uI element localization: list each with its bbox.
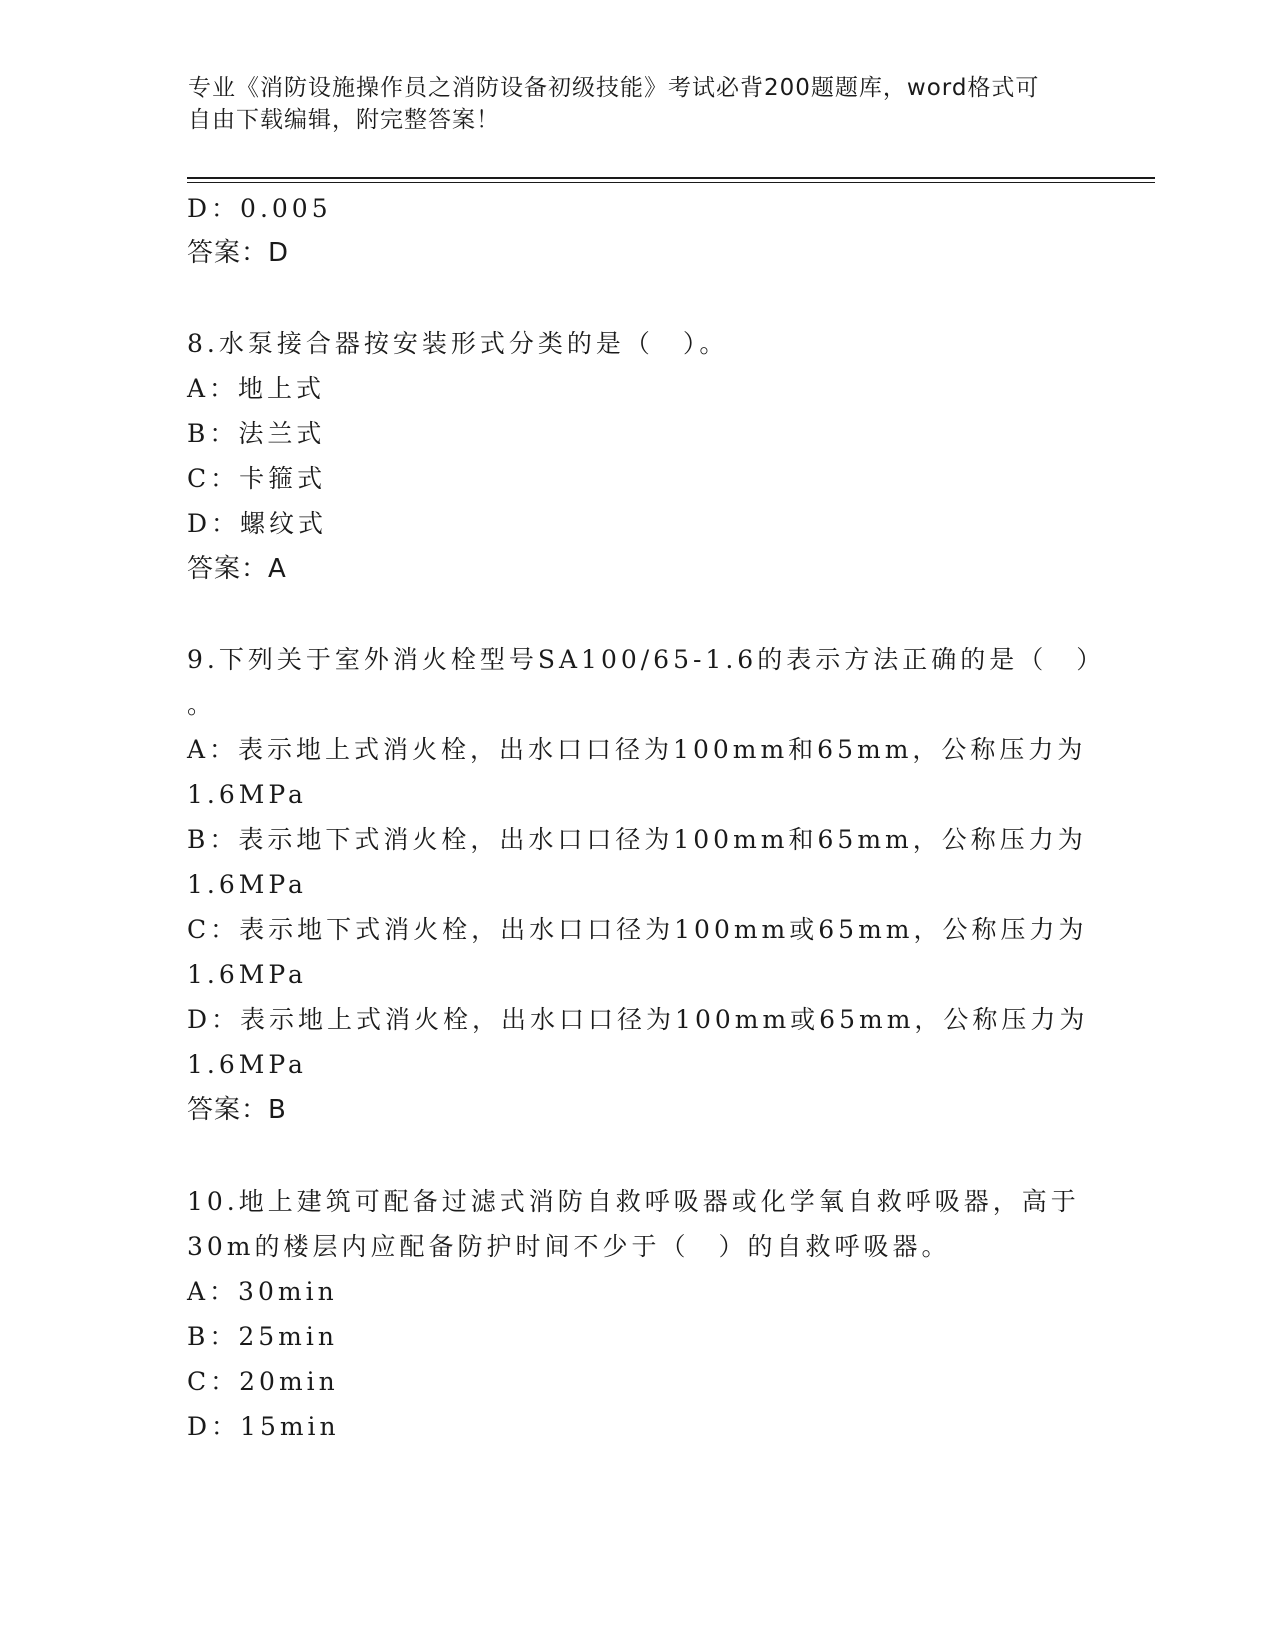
q9-option-d-line-1: D：表示地上式消火栓，出水口口径为100mm或65mm，公称压力为 [187,1005,1089,1034]
header-divider-thin [187,182,1155,183]
q7-option-d: D：0.005 [187,194,332,223]
q9-option-a-line-1: A：表示地上式消火栓，出水口口径为100mm和65mm，公称压力为 [187,735,1087,764]
q9-option-d-line-2: 1.6MPa [187,1050,307,1079]
q9-option-b-line-2: 1.6MPa [187,870,307,899]
q9-option-b-line-1: B：表示地下式消火栓，出水口口径为100mm和65mm，公称压力为 [187,825,1087,854]
q8-option-c: C：卡箍式 [187,464,327,493]
q8-option-b: B：法兰式 [187,419,326,448]
q9-option-c-line-2: 1.6MPa [187,960,307,989]
q9-stem-line-1: 9.下列关于室外消火栓型号SA100/65-1.6的表示方法正确的是（ ） [187,645,1106,674]
q8-option-d: D：螺纹式 [187,509,328,538]
q10-stem-line-2: 30m的楼层内应配备防护时间不少于（ ）的自救呼吸器。 [187,1232,951,1261]
page-header [188,72,1068,136]
q9-answer: 答案：B [187,1095,287,1125]
q9-stem-line-2: 。 [187,690,217,719]
q10-option-a: A：30min [187,1277,338,1306]
q10-option-d: D：15min [187,1412,340,1441]
q9-option-a-line-2: 1.6MPa [187,780,307,809]
q10-stem-line-1: 10.地上建筑可配备过滤式消防自救呼吸器或化学氧自救呼吸器，高于 [187,1187,1080,1216]
header-divider-thick [187,177,1155,179]
q8-option-a: A：地上式 [187,374,326,403]
header-line-1: 专业《消防设施操作员之消防设备初级技能》考试必背200题题库，word格式可 [188,75,1040,101]
q8-stem: 8.水泵接合器按安装形式分类的是（ ）。 [187,329,729,358]
q8-answer: 答案：A [187,554,287,584]
q9-option-c-line-1: C：表示地下式消火栓，出水口口径为100mm或65mm，公称压力为 [187,915,1088,944]
header-line-2: 自由下载编辑，附完整答案！ [188,107,500,133]
q10-option-b: B：25min [187,1322,338,1351]
q7-answer: 答案：D [187,238,290,268]
q10-option-c: C：20min [187,1367,339,1396]
